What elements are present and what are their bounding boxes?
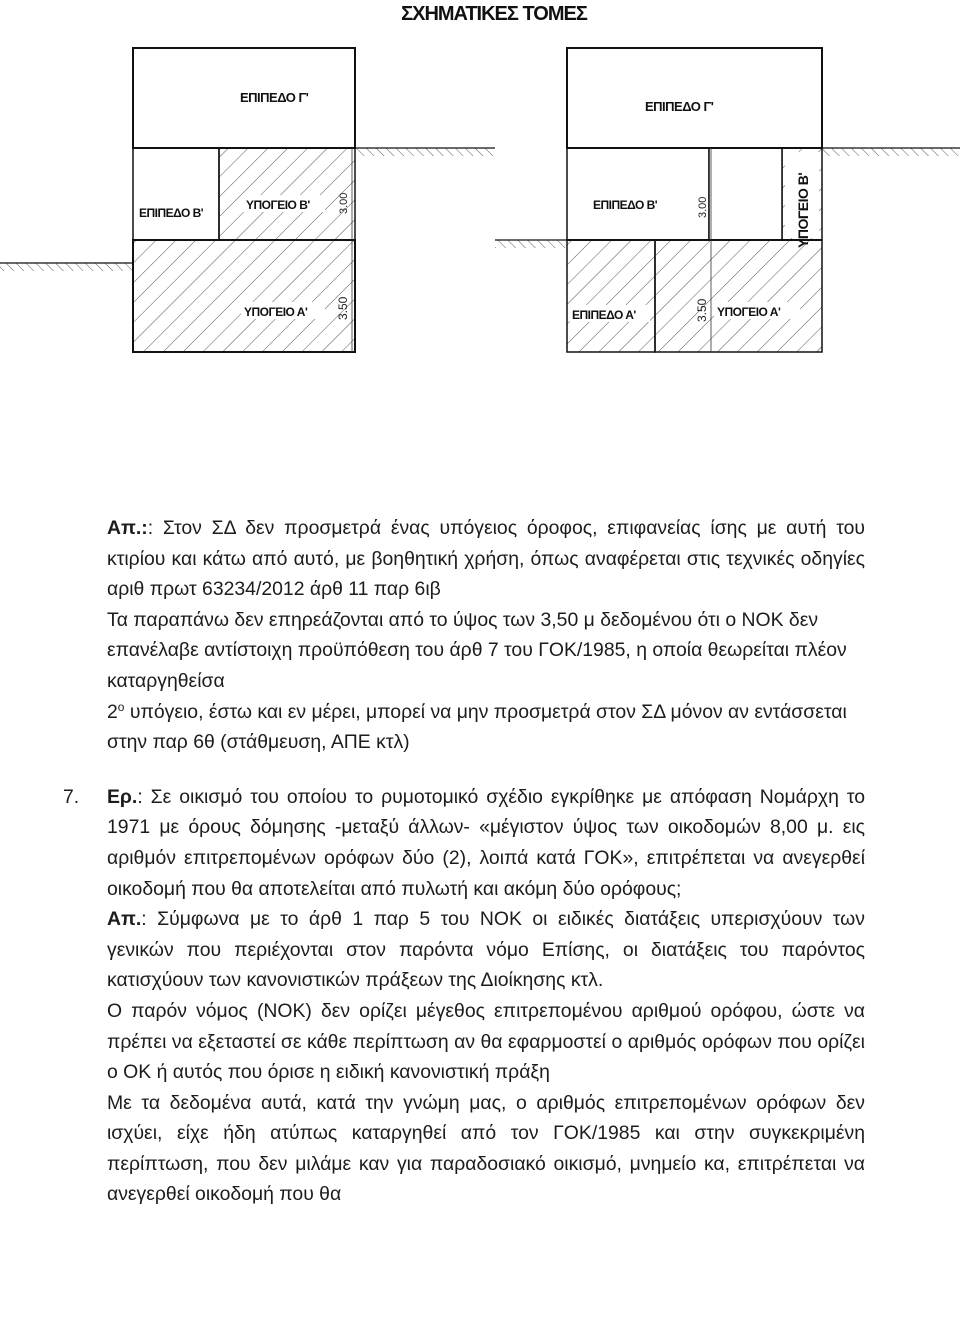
question-text: : Σε οικισμό του οποίου το ρυμοτομικό σχέδιο εγκρίθηκε με απόφαση Νομάρχη το 1971 με όρους δόμησης -μεταξύ άλλων- «μέγιστον ύψος των οικοδομών 8,00 μ. εις αριθμόν επιτρεπομένων ορόφων δύο (2), λοιπά κατά ΓΟΚ», επιτρέπεται να ανεγερθεί οικοδομή που θα αποτελείται από πυλωτή και ακόμη δύο ορόφους;: [107, 785, 865, 900]
left-basement-b-label: ΥΠΟΓΕΙΟ Β': [246, 198, 310, 212]
right-level-a-label: ΕΠΙΠΕΔΟ Α': [572, 308, 636, 322]
right-basement-a-label: ΥΠΟΓΕΙΟ Α': [717, 305, 781, 319]
item-number: 7.: [63, 785, 80, 808]
answer-1-text: : Στον ΣΔ δεν προσμετρά ένας υπόγειος όροφος, επιφανείας ίσης με αυτή του κτιρίου και κάτω από αυτό, με βοηθητική χρήση, όπως αναφέρεται στις τεχνικές οδηγίες αριθ πρωτ 63234/2012 άρθ 11 παρ 6ιβ: [107, 517, 865, 601]
left-height-lower: 3.50: [336, 296, 350, 320]
right-level-g-label: ΕΠΙΠΕΔΟ Γ': [645, 99, 714, 114]
question-label: Ερ.: [107, 785, 138, 808]
left-height-upper: 3.00: [338, 192, 350, 214]
answer-7-paragraph-2: Ο παρόν νόμος (ΝΟΚ) δεν ορίζει μέγεθος επιτρεπομένου αριθμού ορόφου, ώστε να πρέπει να εξεταστεί σε κάθε περίπτωση αν θα εφαρμοστεί ο αριθμός ορόφων που ορίζει ο ΟΚ ή αυτός που όρισε η ειδική κανονιστική πράξη: [107, 999, 865, 1084]
answer-1-paragraph-3: $2^o$ υπόγειο, έστω και εν μέρει, μπορεί να μην προσμετρά στον ΣΔ μόνον αν εντάσσεται στην παρ 6θ (στάθμευση, ΑΠΕ κτλ): [107, 699, 847, 754]
document-body: [63, 513, 865, 1210]
right-basement-a: [655, 240, 822, 352]
left-level-b-label: ΕΠΙΠΕΔΟ Β': [139, 206, 204, 220]
left-basement-a: [133, 240, 355, 352]
answer-7-paragraph-1: [107, 904, 865, 996]
right-level-a: [567, 240, 655, 352]
right-height-upper: 3.00: [697, 196, 709, 218]
answer-1-paragraph: Απ.:: Στον ΣΔ δεν προσμετρά ένας υπόγειος όροφος, επιφανείας ίσης με αυτή του κτιρίου και κάτω από αυτό, με βοηθητική χρήση, όπως αναφέρεται στις τεχνικές οδηγίες αριθ πρωτ 63234/2012 άρθ 11 παρ 6ιβ: [107, 517, 865, 601]
left-basement-b: [219, 148, 355, 240]
right-basement-b-label: ΥΠΟΓΕΙΟ Β': [795, 172, 811, 248]
answer-label: Απ.: [107, 908, 142, 931]
answer-label: Απ.: [107, 517, 142, 539]
right-level-b-label: ΕΠΙΠΕΔΟ Β': [593, 198, 658, 212]
left-basement-a-label: ΥΠΟΓΕΙΟ Α': [244, 305, 308, 319]
left-level-b: [133, 148, 219, 240]
item-7: [63, 782, 865, 904]
answer-1-paragraph-2: Τα παραπάνω δεν επηρεάζονται από το ύψος των 3,50 μ δεδομένου ότι ο ΝΟΚ δεν επανέλαβε αντίστοιχη προϋπόθεση του άρθ 7 του ΓΟΚ/1985, η οποία θεωρείται πλέον καταργηθείσα: [107, 608, 847, 692]
question-paragraph: [107, 782, 865, 904]
right-level-b: [567, 148, 709, 240]
answer-7-text: : Σύμφωνα με το άρθ 1 παρ 5 του ΝΟΚ οι ειδικές διατάξεις υπερισχύουν των γενικών που περιέχονται στον παρόντα νόμο Επίσης, οι διατάξεις του παρόντος κατισχύουν των κανονιστικών πράξεων της Διοίκησης κτλ.: [107, 908, 865, 992]
right-height-lower: 3.50: [695, 298, 709, 322]
left-level-g-label: ΕΠΙΠΕΔΟ Γ': [240, 90, 309, 105]
schematic-sections-diagram: [0, 0, 960, 470]
diagram-title: ΣΧΗΜΑΤΙΚΕΣ ΤΟΜΕΣ: [401, 3, 587, 25]
answer-7-paragraph-3: Με τα δεδομένα αυτά, κατά την γνώμη μας, ο αριθμός επιτρεπομένων ορόφων δεν ισχύει, είχε ήδη ατύπως καταργηθεί από τον ΓΟΚ/1985 και στην συγκεκριμένη περίπτωση, που δεν μιλάμε καν για παραδοσιακό οικισμό, μνημείο κα, επιτρέπεται να ανεγερθεί οικοδομή που θα: [107, 1091, 865, 1206]
right-section: [495, 48, 960, 352]
left-section: [0, 48, 495, 352]
